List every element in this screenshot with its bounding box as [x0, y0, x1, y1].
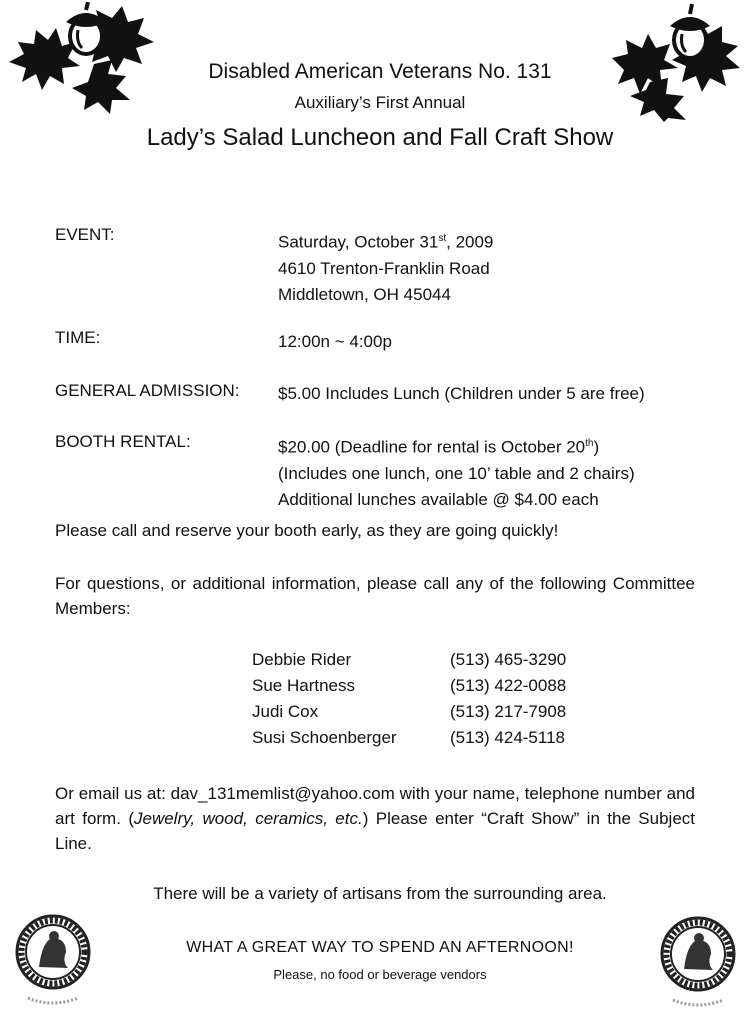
event-title: Lady’s Salad Luncheon and Fall Craft Show	[146, 124, 614, 151]
booth-label: BOOTH RENTAL:	[55, 432, 191, 451]
event-date: Saturday, October 31st, 2009	[278, 232, 494, 252]
questions-note: For questions, or additional information, please call any of the following Committee Members:	[55, 574, 695, 618]
member-name: Sue Hartness	[252, 676, 355, 695]
dav-seal-icon	[14, 912, 92, 1012]
table-row	[252, 728, 566, 754]
art-forms-italic: Jewelry, wood, ceramics, etc.	[133, 809, 363, 828]
dav-seal-icon	[658, 914, 738, 1014]
org-title: Disabled American Veterans No. 131	[208, 60, 552, 83]
member-name: Susi Schoenberger	[252, 728, 397, 747]
admission-label: GENERAL ADMISSION:	[55, 381, 240, 400]
booth-price-line: $20.00 (Deadline for rental is October 20th)	[278, 437, 600, 457]
table-row	[252, 676, 566, 702]
member-phone: (513) 465-3290	[450, 650, 567, 669]
members-table	[252, 650, 566, 754]
table-row	[252, 702, 566, 728]
booth-details	[278, 431, 635, 513]
committee-members	[252, 650, 566, 754]
tagline: WHAT A GREAT WAY TO SPEND AN AFTERNOON!	[186, 939, 574, 956]
member-phone: (513) 217-7908	[450, 702, 567, 721]
time-value: 12:00n ~ 4:00p	[278, 332, 392, 351]
event-address-line2: Middletown, OH 45044	[278, 284, 451, 304]
booth-includes-line: (Includes one lunch, one 10’ table and 2 chairs)	[278, 463, 635, 483]
booth-extra-lunch-line: Additional lunches available @ $4.00 each	[278, 489, 599, 509]
reserve-note: Please call and reserve your booth early, as they are going quickly!	[55, 521, 559, 540]
email-note: Or email us at: dav_131memlist@yahoo.com with your name, telephone number and art form. (Jewelry, wood, ceramics, etc.) Please enter “Craft Show” in the Subject Line.	[55, 784, 695, 853]
member-name: Debbie Rider	[252, 650, 352, 669]
event-address-line1: 4610 Trenton-Franklin Road	[278, 258, 490, 278]
member-name: Judi Cox	[252, 702, 319, 721]
time-label: TIME:	[55, 328, 101, 347]
member-phone: (513) 424-5118	[450, 728, 565, 747]
admission-value: $5.00 Includes Lunch (Children under 5 are free)	[278, 384, 645, 403]
artisans-note: There will be a variety of artisans from the surrounding area.	[153, 884, 607, 903]
table-row	[252, 650, 566, 676]
event-label: EVENT:	[55, 225, 115, 244]
vendors-note: Please, no food or beverage vendors	[273, 967, 487, 982]
member-phone: (513) 422-0088	[450, 676, 567, 695]
event-details	[278, 226, 493, 308]
event-subtitle: Auxiliary’s First Annual	[294, 93, 466, 112]
